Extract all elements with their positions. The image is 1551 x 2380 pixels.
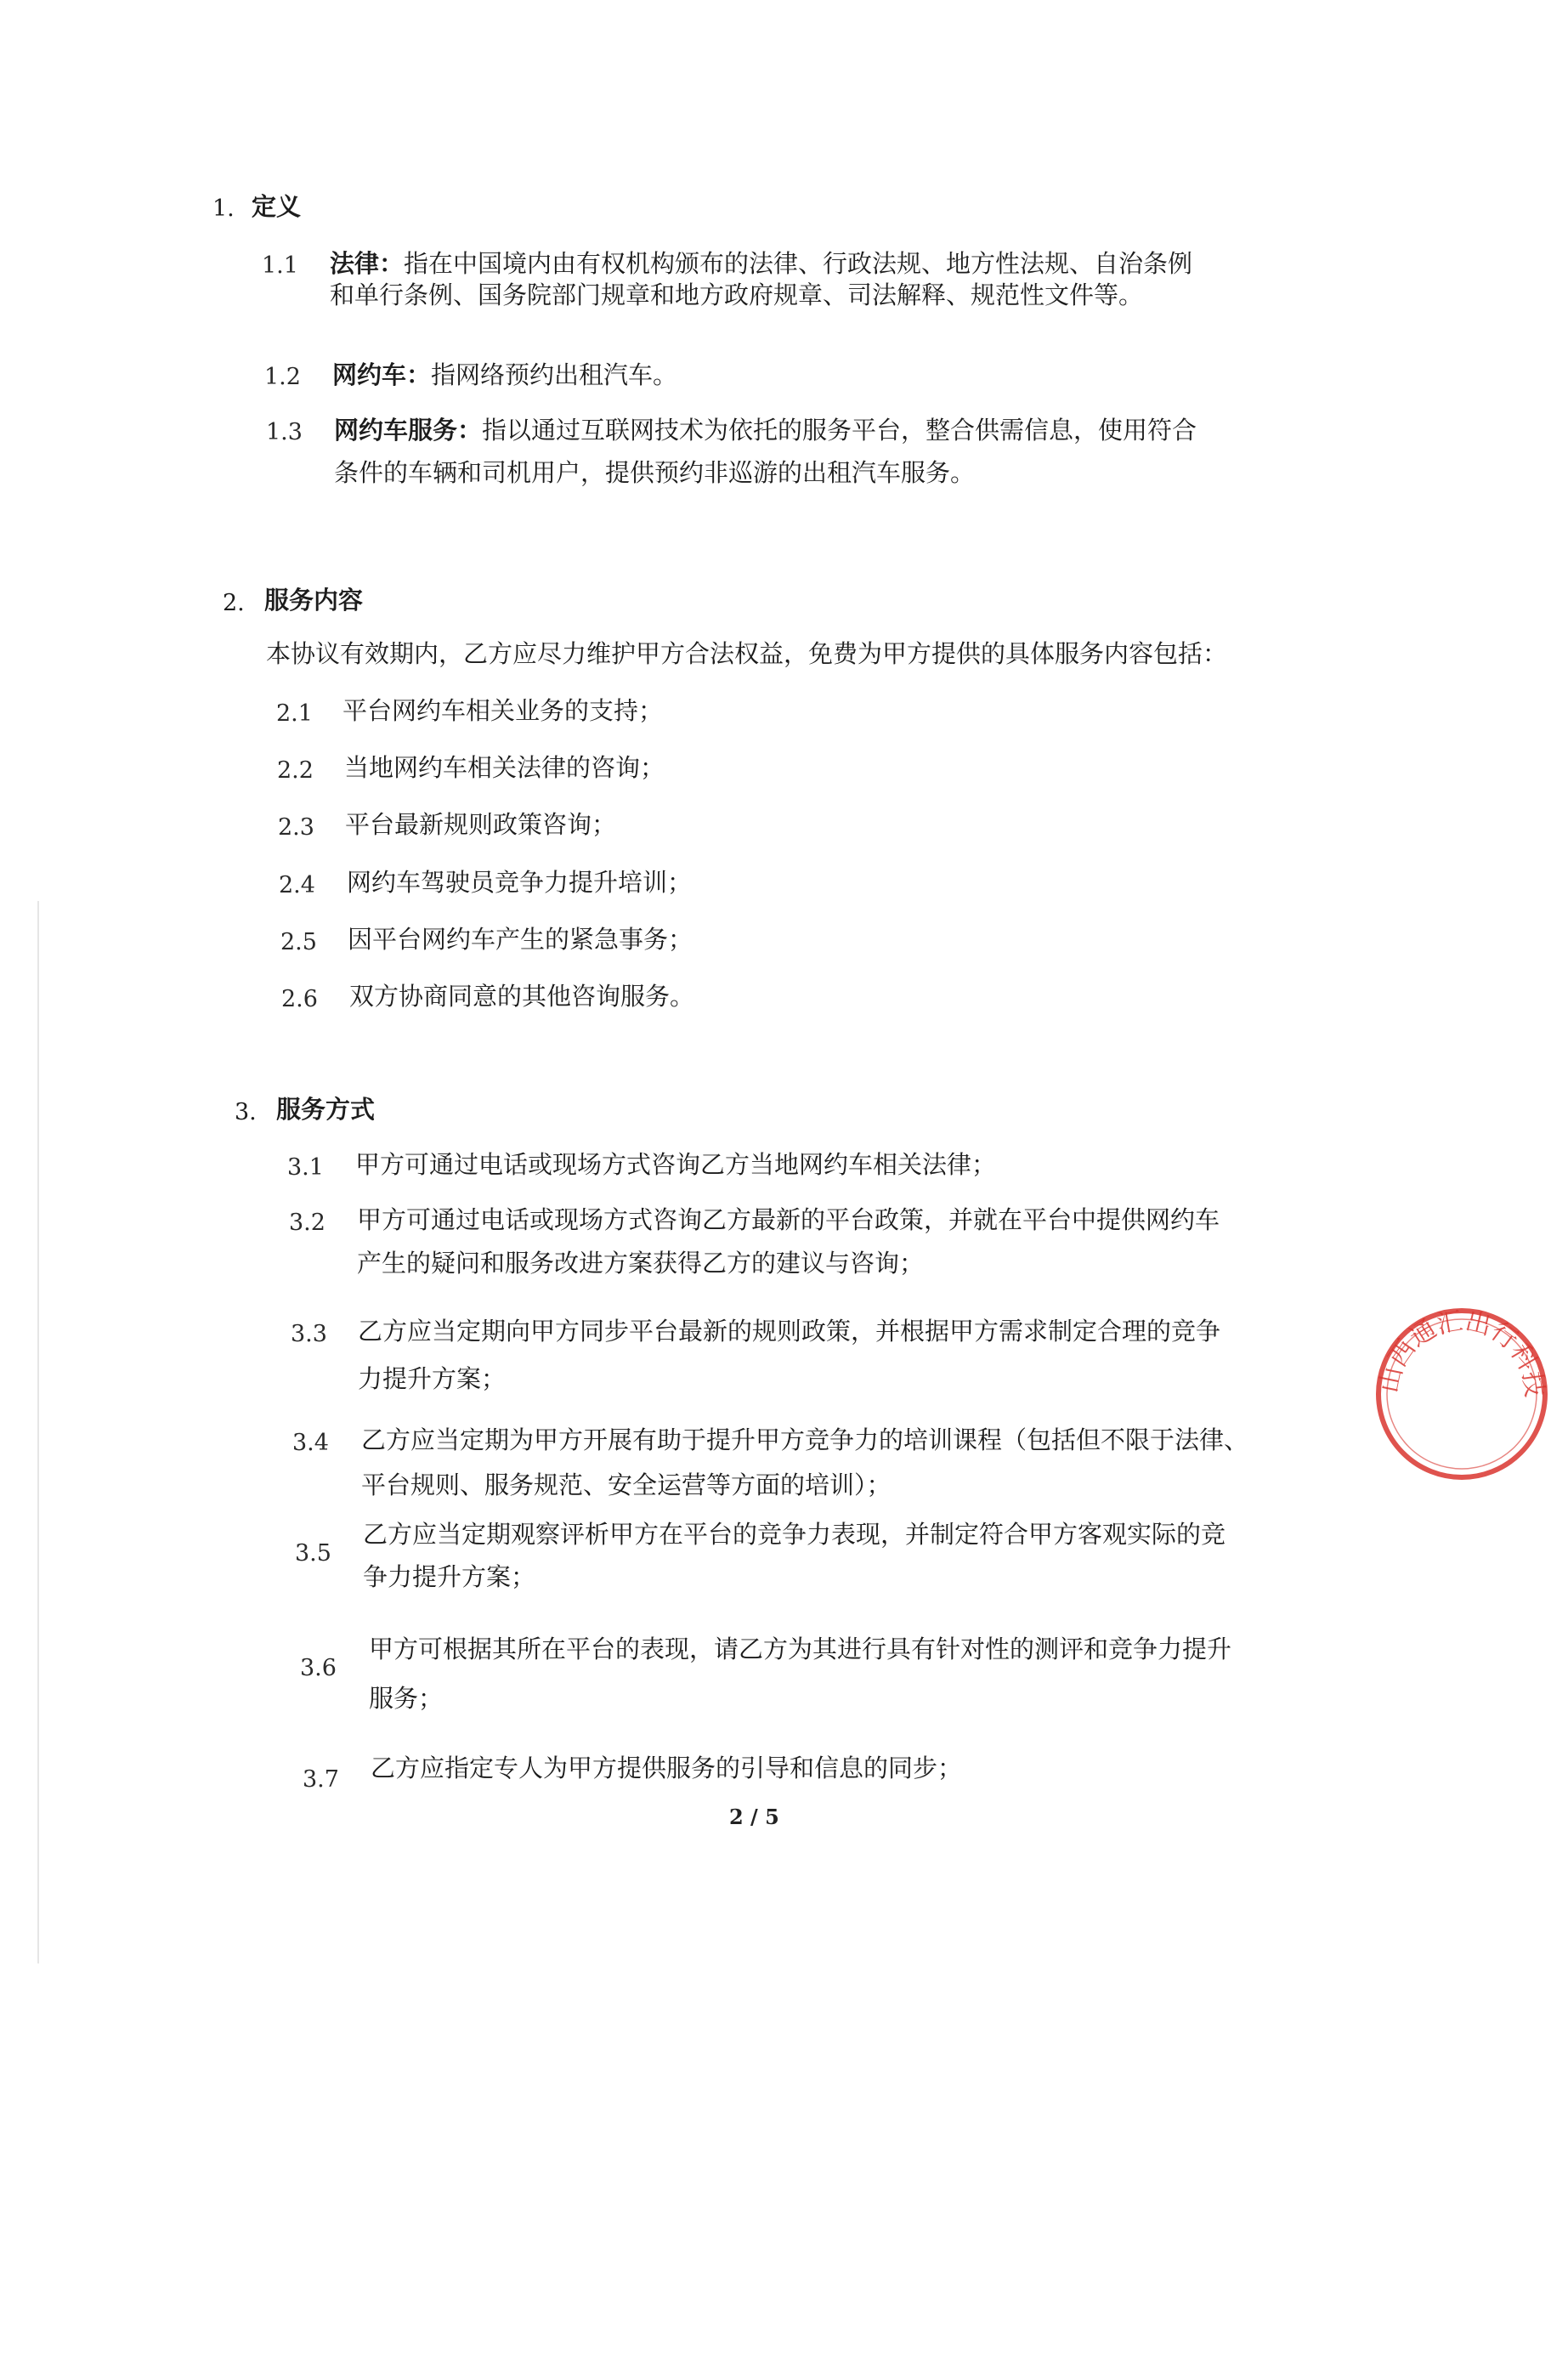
page-number: 2 / 5 — [729, 1805, 779, 1829]
seal-text: 山西通汇出行科技 — [1374, 1306, 1550, 1399]
item-1-1-number: 1.1 — [262, 252, 298, 279]
item-2-3-number: 2.3 — [278, 814, 314, 841]
item-3-7-line-1: 乙方应指定专人为甲方提供服务的引导和信息的同步； — [371, 1754, 963, 1782]
scan-edge-line — [37, 901, 39, 1964]
svg-text:山西通汇出行科技 — [1374, 1306, 1549, 1399]
item-1-3-line-2: 条件的车辆和司机用户，提供预约非巡游的出租汽车服务。 — [334, 458, 976, 487]
item-2-5-number: 2.5 — [280, 929, 317, 955]
section-3-title: 服务方式 — [276, 1095, 376, 1124]
item-3-5-number: 3.5 — [295, 1540, 331, 1567]
item-3-3-line-1: 乙方应当定期向甲方同步平台最新的规则政策，并根据甲方需求制定合理的竞争 — [358, 1317, 1221, 1346]
item-3-6-number: 3.6 — [300, 1655, 337, 1681]
item-3-2-number: 3.2 — [289, 1210, 325, 1236]
section-2-intro: 本协议有效期内，乙方应尽力维护甲方合法权益，免费为甲方提供的具体服务内容包括： — [266, 639, 1228, 668]
item-3-2-line-2: 产生的疑问和服务改进方案获得乙方的建议与咨询； — [357, 1249, 925, 1278]
company-seal-icon — [1373, 1305, 1551, 1483]
item-3-2-line-1: 甲方可通过电话或现场方式咨询乙方最新的平台政策，并就在平台中提供网约车 — [357, 1205, 1220, 1234]
item-2-1-line-1: 平台网约车相关业务的支持； — [342, 696, 664, 725]
section-2-title: 服务内容 — [264, 586, 364, 615]
item-2-1-number: 2.1 — [276, 700, 313, 727]
item-1-3-line-1: 网约车服务：指以通过互联网技术为依托的服务平台，整合供需信息，使用符合 — [334, 416, 1197, 445]
item-1-3-number: 1.3 — [266, 419, 303, 445]
item-2-4-number: 2.4 — [279, 872, 315, 898]
section-3-number: 3. — [235, 1099, 257, 1125]
section-2-number: 2. — [223, 590, 245, 616]
item-3-4-line-2: 平台规则、服务规范、安全运营等方面的培训）； — [361, 1470, 892, 1499]
item-3-6-line-2: 服务； — [369, 1684, 444, 1713]
section-1-title: 定义 — [252, 192, 302, 221]
item-2-4-line-1: 网约车驾驶员竞争力提升培训； — [347, 868, 693, 897]
item-1-2-number: 1.2 — [264, 364, 301, 390]
section-1-number: 1. — [212, 196, 235, 222]
item-3-1-number: 3.1 — [287, 1154, 324, 1181]
item-3-6-line-1: 甲方可根据其所在平台的表现，请乙方为其进行具有针对性的测评和竞争力提升 — [369, 1635, 1232, 1663]
item-1-1-line-1: 法律：指在中国境内由有权机构颁布的法律、行政法规、地方性法规、自治条例 — [330, 249, 1193, 278]
item-3-4-line-1: 乙方应当定期为甲方开展有助于提升甲方竞争力的培训课程（包括但不限于法律、 — [361, 1425, 1249, 1454]
item-3-3-line-2: 力提升方案； — [358, 1364, 507, 1393]
item-2-2-number: 2.2 — [277, 757, 314, 784]
item-1-1-line-2: 和单行条例、国务院部门规章和地方政府规章、司法解释、规范性文件等。 — [330, 280, 1144, 309]
item-3-7-number: 3.7 — [303, 1766, 339, 1793]
item-3-5-line-2: 争力提升方案； — [363, 1562, 536, 1591]
item-1-2-line-1: 网约车：指网络预约出租汽车。 — [332, 360, 678, 389]
item-3-4-number: 3.4 — [292, 1430, 329, 1456]
item-2-6-number: 2.6 — [281, 986, 318, 1012]
item-2-3-line-1: 平台最新规则政策咨询； — [345, 810, 617, 839]
item-1-3-term: 网约车服务： — [334, 416, 483, 445]
item-3-5-line-1: 乙方应当定期观察评析甲方在平台的竞争力表现，并制定符合甲方客观实际的竞 — [363, 1520, 1226, 1549]
item-3-3-number: 3.3 — [291, 1321, 327, 1347]
item-3-1-line-1: 甲方可通过电话或现场方式咨询乙方当地网约车相关法律； — [355, 1150, 997, 1179]
item-2-6-line-1: 双方协商同意的其他咨询服务。 — [349, 982, 695, 1011]
item-2-5-line-1: 因平台网约车产生的紧急事务； — [348, 925, 693, 954]
item-2-2-line-1: 当地网约车相关法律的咨询； — [344, 753, 665, 782]
item-1-2-term: 网约车： — [332, 360, 432, 389]
item-1-1-term: 法律： — [330, 249, 405, 278]
